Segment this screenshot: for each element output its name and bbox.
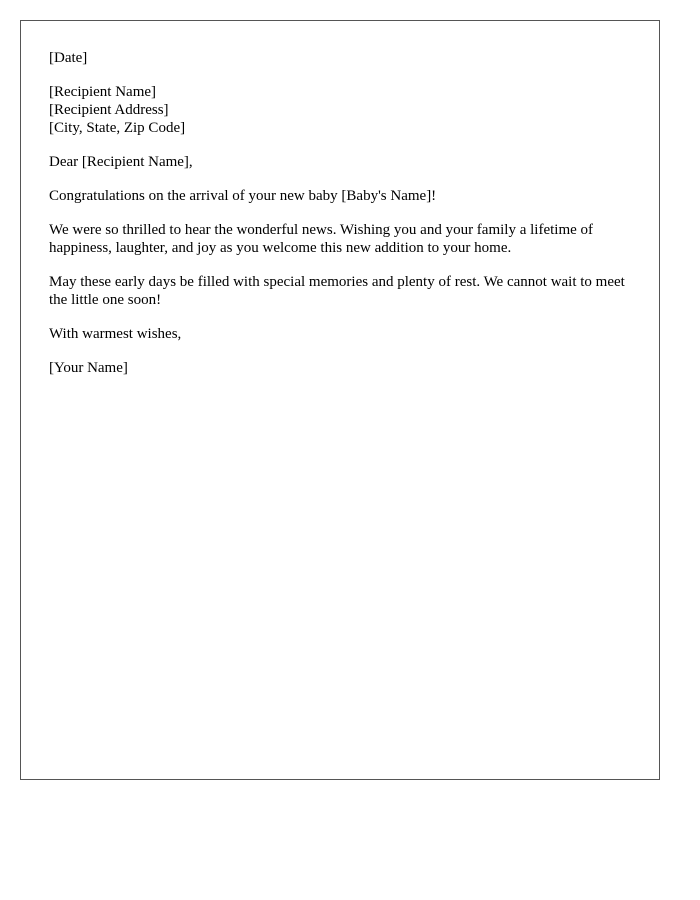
letter-page [20, 20, 660, 780]
date-line: [Date] [49, 50, 88, 66]
recipient-city-state-zip: [City, State, Zip Code] [49, 120, 186, 136]
recipient-name: [Recipient Name] [49, 84, 157, 100]
paragraph-early-days: May these early days be filled with special memories and plenty of rest. We cannot wait to meet the little one soon! [49, 274, 625, 308]
recipient-address: [Recipient Address] [49, 102, 169, 118]
paragraph-congratulations: Congratulations on the arrival of your new baby [Baby's Name]! [49, 188, 437, 204]
closing: With warmest wishes, [49, 326, 182, 342]
letter-body [49, 49, 639, 393]
paragraph-wishes: We were so thrilled to hear the wonderful news. Wishing you and your family a lifetime of happiness, laughter, and joy as you welcome this new addition to your home. [49, 222, 594, 256]
recipient-block [49, 83, 639, 137]
signature: [Your Name] [49, 360, 128, 376]
salutation: Dear [Recipient Name], [49, 154, 193, 170]
